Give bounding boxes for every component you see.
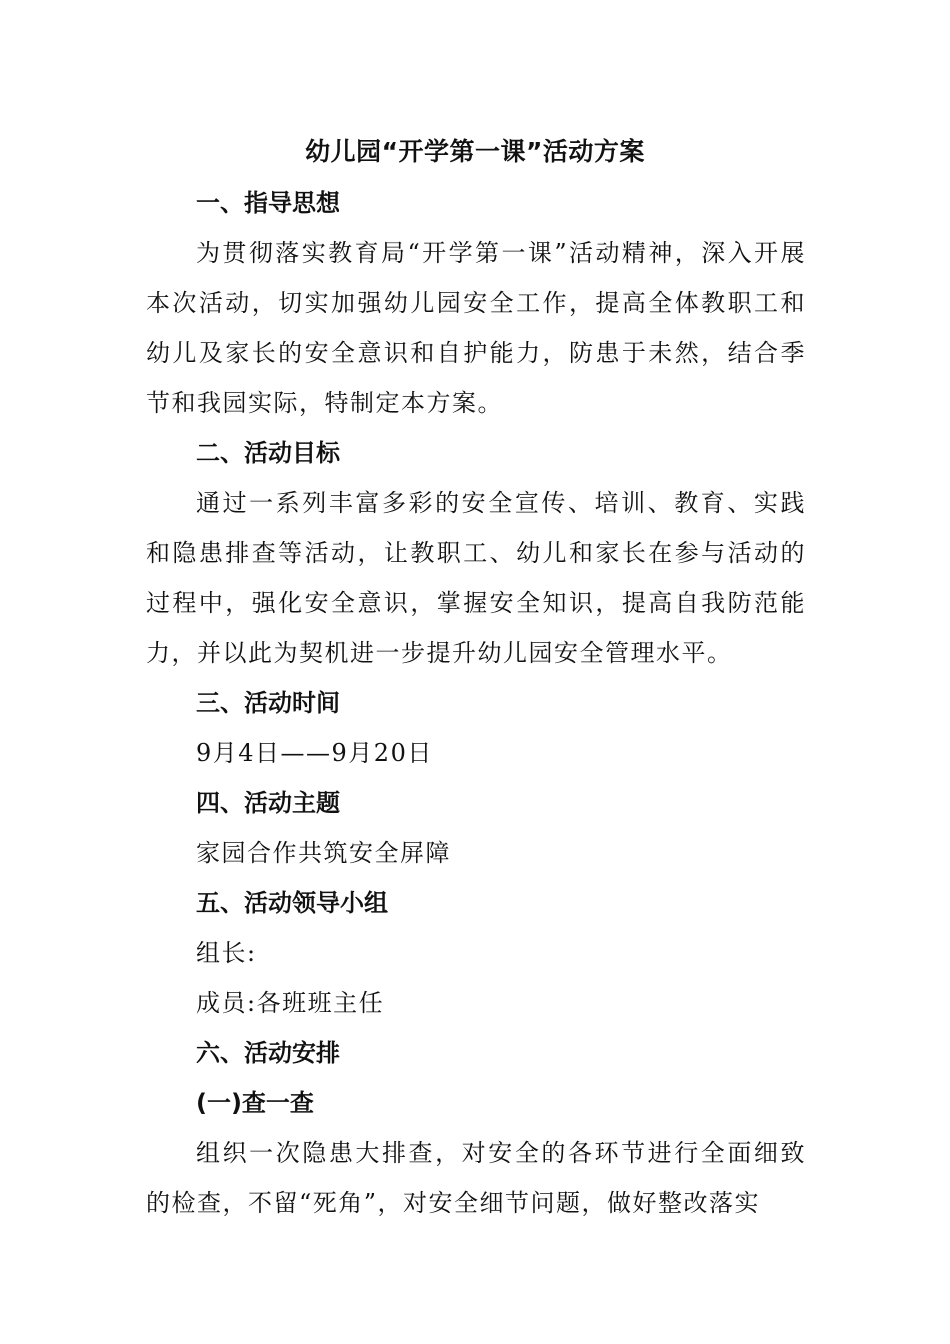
section-paragraph-guiding-ideology: 为贯彻落实教育局“开学第一课”活动精神，深入开展本次活动，切实加强幼儿园安全工作，提高全体教职工和幼儿及家长的安全意识和自护能力，防患于未然，结合季节和我园实际，特制定本方案。 bbox=[146, 239, 806, 417]
section-heading-guiding-ideology: 一、指导思想 bbox=[196, 189, 340, 217]
activity-time-value: 9月4日——9月20日 bbox=[196, 739, 433, 767]
subsection-paragraph-check: 组织一次隐患大排查，对安全的各环节进行全面细致的检查，不留“死角”，对安全细节问题，做好整改落实 bbox=[146, 1139, 806, 1217]
section-heading-leadership-group: 五、活动领导小组 bbox=[196, 889, 388, 917]
group-members-line: 成员:各班班主任 bbox=[196, 989, 385, 1017]
activity-theme-value: 家园合作共筑安全屏障 bbox=[196, 839, 451, 867]
document-title: 幼儿园“开学第一课”活动方案 bbox=[305, 137, 645, 166]
subsection-heading-check: (一)查一查 bbox=[196, 1089, 314, 1117]
section-heading-activity-goals: 二、活动目标 bbox=[196, 439, 340, 467]
section-heading-activity-theme: 四、活动主题 bbox=[196, 789, 340, 817]
section-paragraph-activity-goals: 通过一系列丰富多彩的安全宣传、培训、教育、实践和隐患排查等活动，让教职工、幼儿和家长在参与活动的过程中，强化安全意识，掌握安全知识，提高自我防范能力，并以此为契机进一步提升幼儿园安全管理水平。 bbox=[146, 489, 806, 667]
document-body bbox=[146, 178, 806, 1228]
group-leader-line: 组长: bbox=[196, 939, 257, 967]
section-heading-activity-time: 三、活动时间 bbox=[196, 689, 340, 717]
section-heading-activity-arrangement: 六、活动安排 bbox=[196, 1039, 340, 1067]
